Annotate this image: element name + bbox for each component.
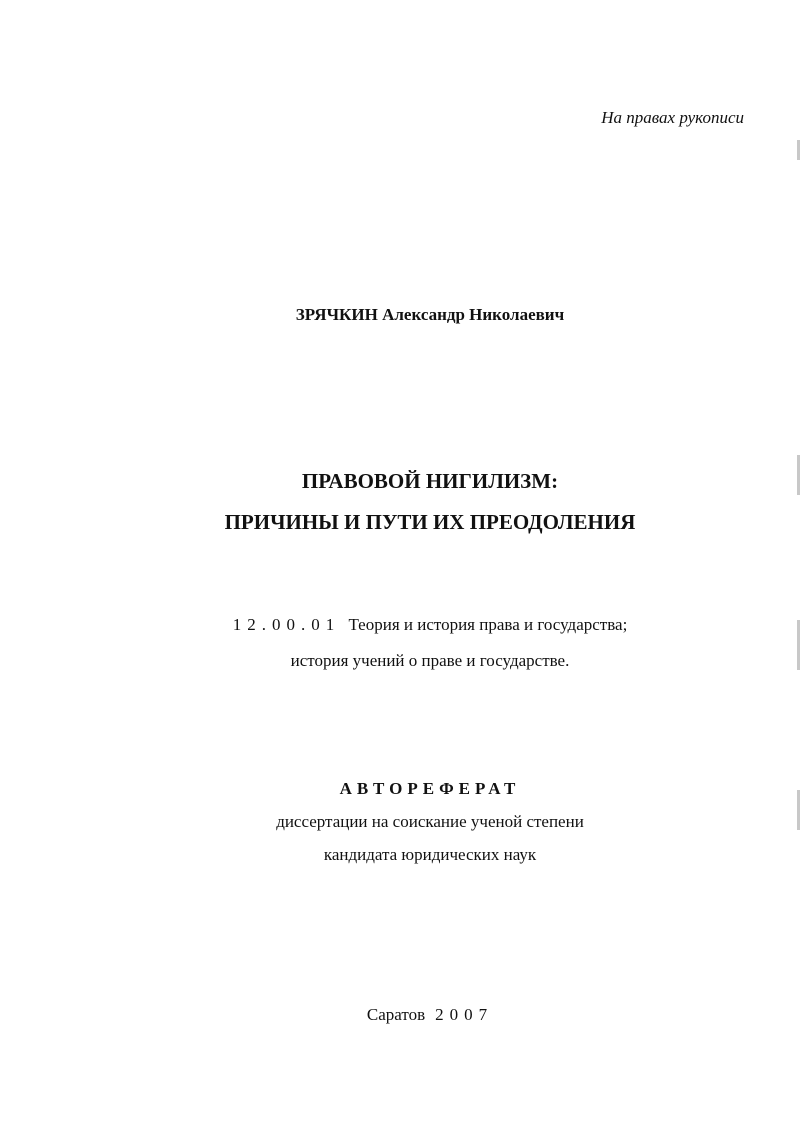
place-and-year [30, 1005, 800, 1025]
author-name: ЗРЯЧКИН Александр Николаевич [295, 305, 565, 324]
abstract-label: АВТОРЕФЕРАТ [339, 779, 521, 798]
title-line-2: ПРИЧИНЫ И ПУТИ ИХ ПРЕОДОЛЕНИЯ [224, 510, 636, 534]
year: 2007 [435, 1005, 494, 1024]
dissertation-line-2: кандидата юридических наук [323, 845, 537, 864]
specialty-code: 12.00.01 [232, 615, 341, 634]
specialty-line-1 [30, 615, 800, 635]
city: Саратов [366, 1005, 426, 1024]
rights-notice: На правах рукописи [601, 108, 744, 127]
dissertation-line-1: диссертации на соискание ученой степени [276, 812, 584, 831]
specialty-line-2: история учений о праве и государстве. [290, 651, 570, 670]
specialty-name: Теория и история права и государства; [348, 615, 628, 634]
title-line-1: ПРАВОВОЙ НИГИЛИЗМ: [301, 469, 559, 493]
